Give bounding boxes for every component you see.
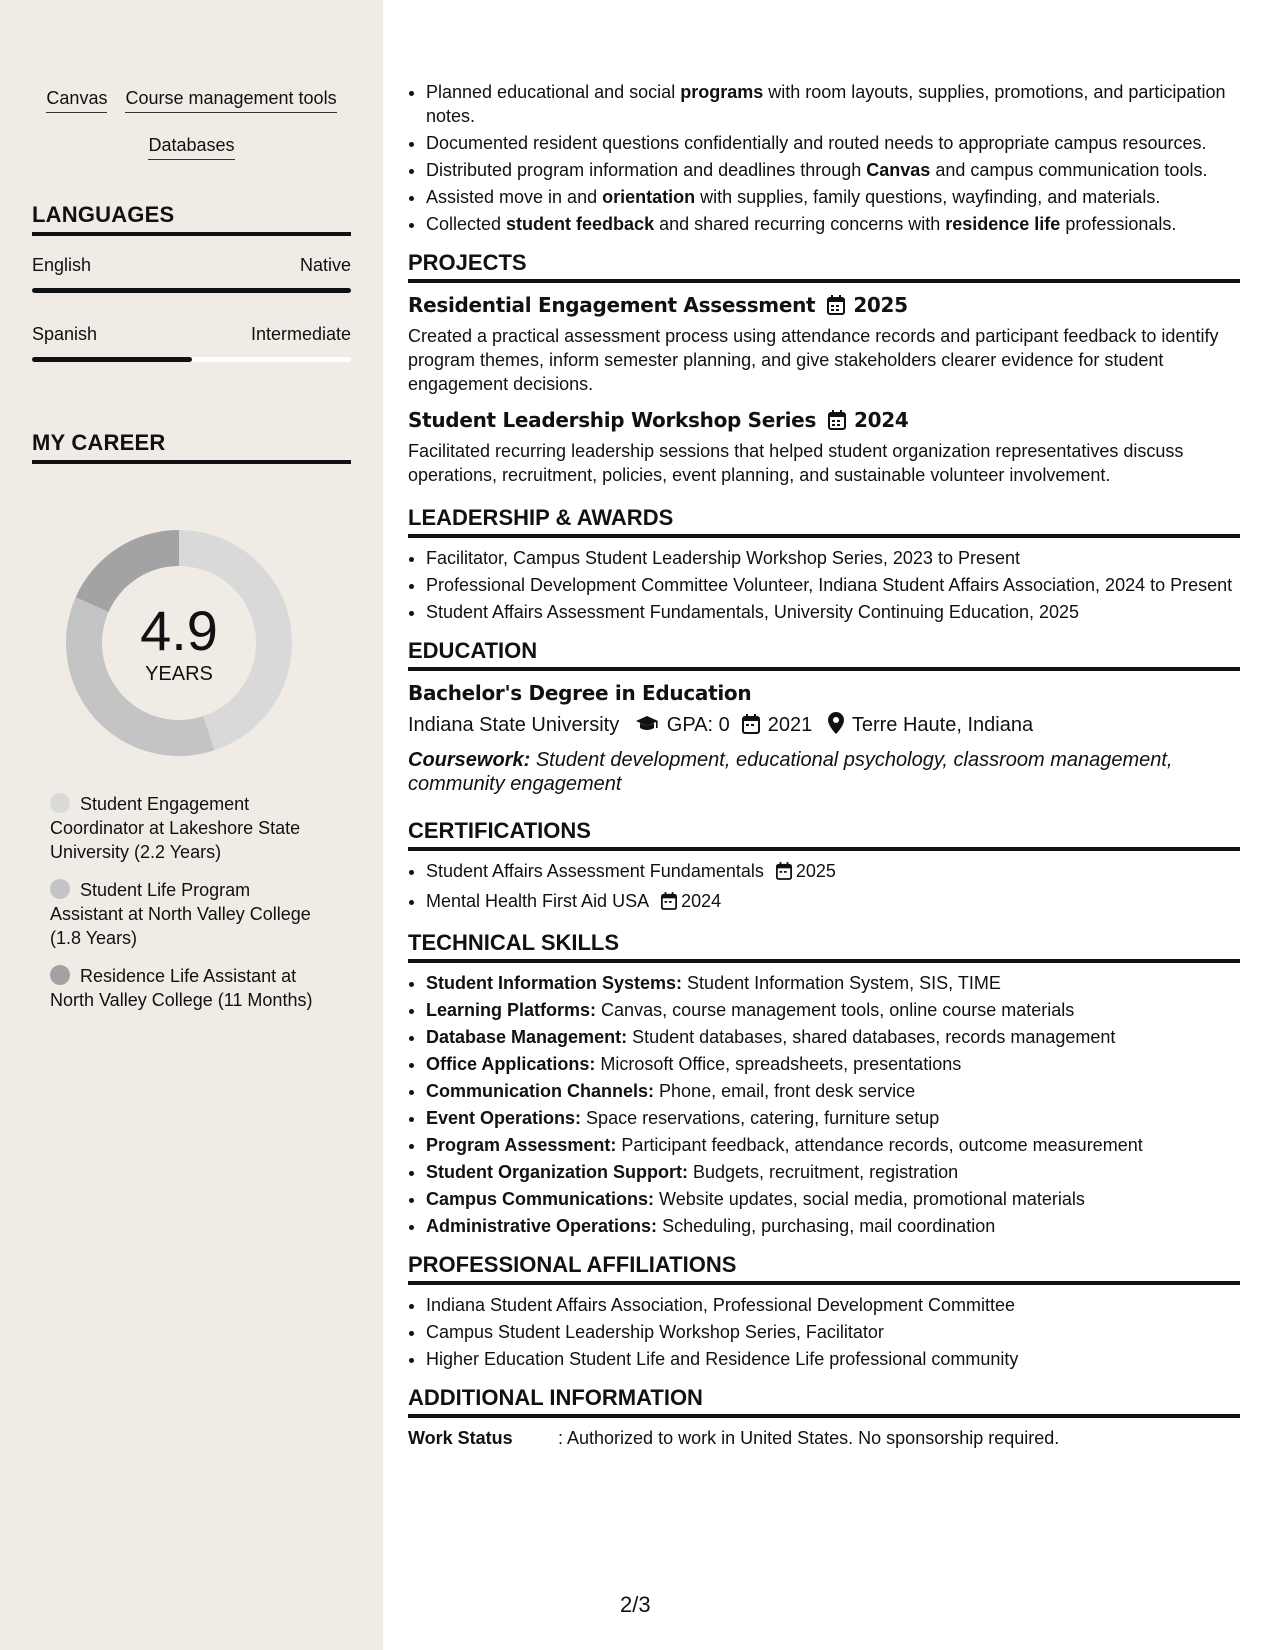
language-proficiency-bar — [32, 288, 351, 293]
language-level: Native — [299, 255, 351, 275]
project-description: Created a practical assessment process using attendance records and participant feedback to identify program themes, inform semester planning, and give stakeholders clearer evidence for student engagement decisions. — [408, 326, 1219, 394]
legend-dot — [50, 879, 70, 899]
list-item: • Campus Student Leadership Workshop Series, Facilitator — [426, 1320, 1240, 1344]
list-item: • Facilitator, Campus Student Leadership Workshop Series, 2023 to Present — [426, 546, 1240, 570]
experience-bullet — [426, 158, 1240, 182]
skill-item — [426, 1187, 1240, 1211]
skill-label: Administrative Operations: — [426, 1216, 658, 1236]
language-spanish — [32, 324, 351, 362]
main-content — [408, 0, 1240, 1450]
career-heading: MY CAREER — [32, 430, 351, 464]
bullet-keyword: orientation — [602, 187, 696, 207]
skill-value: Student databases, shared databases, records management — [632, 1027, 1116, 1047]
career-item — [50, 792, 320, 864]
project-year: 2024 — [854, 408, 909, 432]
skill-label: Learning Platforms: — [426, 1000, 597, 1020]
skill-label: Campus Communications: — [426, 1189, 655, 1209]
calendar-icon — [742, 714, 760, 742]
certifications-list — [408, 859, 1240, 916]
languages-heading: LANGUAGES — [32, 202, 351, 236]
calendar-icon — [827, 294, 845, 322]
skill-value: Phone, email, front desk service — [659, 1081, 916, 1101]
experience-bullet — [426, 212, 1240, 236]
skill-value: Website updates, social media, promotional materials — [659, 1189, 1085, 1209]
legend-dot — [50, 793, 70, 813]
bullet-keyword: programs — [680, 82, 764, 102]
affiliations-section — [408, 1252, 1240, 1371]
experience-bullet — [426, 185, 1240, 209]
affiliations-list — [408, 1293, 1240, 1371]
skill-label: Communication Channels: — [426, 1081, 655, 1101]
skill-item — [426, 1025, 1240, 1049]
cert-year: 2024 — [681, 891, 722, 911]
skill-value: Microsoft Office, spreadsheets, presentations — [600, 1054, 962, 1074]
bullet-text: and campus communication tools. — [930, 160, 1208, 180]
career-total-years: 4.9 — [140, 598, 218, 662]
career-item — [50, 878, 320, 950]
skill-value: Student Information System, SIS, TIME — [687, 973, 1001, 993]
bullet-text: with supplies, family questions, wayfinding, and materials. — [695, 187, 1161, 207]
skill-item — [426, 1079, 1240, 1103]
skill-label: Event Operations: — [426, 1108, 582, 1128]
leadership-section — [408, 505, 1240, 624]
certifications-section — [408, 818, 1240, 916]
technical-skills-list — [408, 971, 1240, 1238]
section-title: LEADERSHIP & AWARDS — [408, 505, 1240, 538]
graduation-cap-icon — [635, 713, 659, 741]
career-item-text: Residence Life Assistant at North Valley College (11 Months) — [50, 966, 313, 1010]
list-item — [426, 859, 1240, 886]
skill-chips — [0, 86, 383, 180]
gpa: GPA: 0 — [666, 714, 730, 736]
list-item: • Indiana Student Affairs Association, Professional Development Committee — [426, 1293, 1240, 1317]
skill-label: Office Applications: — [426, 1054, 596, 1074]
skill-label: Program Assessment: — [426, 1135, 617, 1155]
school-name: Indiana State University — [408, 714, 620, 736]
skill-item — [426, 1160, 1240, 1184]
section-title: CERTIFICATIONS — [408, 818, 1240, 851]
language-level: Intermediate — [250, 324, 351, 344]
education-meta — [408, 711, 1240, 742]
list-item: • Professional Development Committee Volunteer, Indiana Student Affairs Association, 2024 to Present — [426, 573, 1240, 597]
page-number: 2/3 — [620, 1592, 651, 1617]
bullet-text: Assisted move in and — [426, 187, 603, 207]
degree-title: Bachelor's Degree in Education — [408, 681, 752, 705]
career-legend — [50, 792, 320, 1026]
skill-item — [426, 998, 1240, 1022]
work-status-label: Work Status — [408, 1428, 513, 1448]
skill-value: Space reservations, catering, furniture setup — [586, 1108, 940, 1128]
work-status-value: : Authorized to work in United States. No sponsorship required. — [558, 1428, 1060, 1448]
experience-bullet — [426, 131, 1240, 155]
career-total-unit: YEARS — [145, 662, 213, 685]
sidebar — [0, 0, 383, 1650]
bullet-text: Documented resident questions confidentially and routed needs to appropriate campus resources. — [426, 133, 1207, 153]
list-item: • Student Affairs Assessment Fundamentals, University Continuing Education, 2025 — [426, 600, 1240, 624]
leadership-list — [408, 546, 1240, 624]
project-name: Residential Engagement Assessment — [408, 293, 816, 317]
skill-value: Scheduling, purchasing, mail coordination — [662, 1216, 996, 1236]
calendar-icon — [661, 892, 677, 916]
skill-item — [426, 1106, 1240, 1130]
education-section — [408, 638, 1240, 796]
bullet-text: with room layouts, supplies, promotions, and participation notes. — [426, 82, 1226, 126]
coursework — [408, 748, 1240, 796]
skill-item — [426, 1133, 1240, 1157]
skill-chip: Databases — [148, 133, 234, 160]
language-name: Spanish — [32, 324, 98, 344]
cert-year: 2025 — [795, 861, 836, 881]
project-item — [408, 291, 1240, 396]
skill-chip: Canvas — [46, 86, 107, 113]
calendar-icon — [828, 409, 846, 437]
skill-item — [426, 1052, 1240, 1076]
bullet-keyword: student feedback — [506, 214, 655, 234]
language-proficiency-bar — [32, 357, 351, 362]
bullet-keyword: residence life — [945, 214, 1061, 234]
career-item-text: Student Life Program Assistant at North Valley College (1.8 Years) — [50, 880, 311, 948]
bullet-text: professionals. — [1060, 214, 1177, 234]
technical-skills-section — [408, 930, 1240, 1238]
project-item — [408, 406, 1240, 487]
bullet-keyword: Canvas — [866, 160, 931, 180]
project-year: 2025 — [853, 293, 908, 317]
coursework-text: Student development, educational psychology, classroom management, community engagement — [408, 749, 1173, 795]
list-item: • Higher Education Student Life and Residence Life professional community — [426, 1347, 1240, 1371]
location-pin-icon — [828, 712, 844, 742]
skill-value: Budgets, recruitment, registration — [693, 1162, 959, 1182]
skill-value: Canvas, course management tools, online course materials — [601, 1000, 1075, 1020]
skill-item — [426, 971, 1240, 995]
project-description: Facilitated recurring leadership sessions that helped student organization representatives discuss operations, recruitment, policies, event planning, and sustainable volunteer involvement. — [408, 441, 1184, 485]
section-title: ADDITIONAL INFORMATION — [408, 1385, 1240, 1418]
skill-item — [426, 1214, 1240, 1238]
calendar-icon — [776, 862, 792, 886]
skill-label: Student Organization Support: — [426, 1162, 688, 1182]
section-title: TECHNICAL SKILLS — [408, 930, 1240, 963]
projects-section — [408, 250, 1240, 487]
career-item — [50, 964, 320, 1012]
cert-name: Student Affairs Assessment Fundamentals — [426, 861, 764, 881]
section-title: EDUCATION — [408, 638, 1240, 671]
section-title: PROJECTS — [408, 250, 1240, 283]
experience-bullets — [408, 80, 1240, 236]
language-english — [32, 255, 351, 293]
skill-chip: Course management tools — [125, 86, 336, 113]
skill-label: Database Management: — [426, 1027, 628, 1047]
coursework-label: Coursework: — [408, 749, 531, 771]
bullet-text: Planned educational and social — [426, 82, 681, 102]
bullet-text: Collected — [426, 214, 507, 234]
bullet-text: Distributed program information and deadlines through — [426, 160, 867, 180]
section-title: PROFESSIONAL AFFILIATIONS — [408, 1252, 1240, 1285]
skill-label: Student Information Systems: — [426, 973, 683, 993]
language-name: English — [32, 255, 92, 275]
legend-dot — [50, 965, 70, 985]
school-location: Terre Haute, Indiana — [851, 714, 1034, 736]
work-status-row — [408, 1426, 1240, 1450]
skill-value: Participant feedback, attendance records, outcome measurement — [621, 1135, 1143, 1155]
experience-bullet — [426, 80, 1240, 128]
project-name: Student Leadership Workshop Series — [408, 408, 817, 432]
graduation-year: 2021 — [767, 714, 813, 736]
bullet-text: and shared recurring concerns with — [654, 214, 946, 234]
career-donut-chart — [66, 530, 292, 756]
career-item-text: Student Engagement Coordinator at Lakeshore State University (2.2 Years) — [50, 794, 301, 862]
list-item — [426, 889, 1240, 916]
cert-name: Mental Health First Aid USA — [426, 891, 650, 911]
additional-section — [408, 1385, 1240, 1450]
